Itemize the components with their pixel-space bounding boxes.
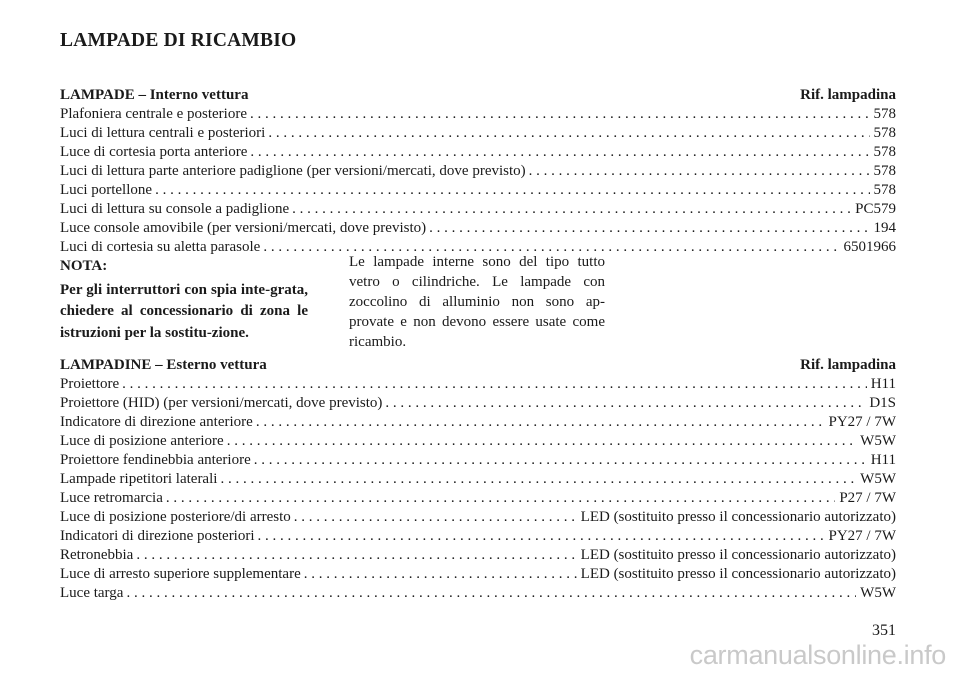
row-value: D1S [869,395,896,411]
exterior-table-header [60,356,896,375]
table-row [60,489,896,508]
row-label: Indicatore di direzione anteriore [60,414,253,430]
row-label: Proiettore (HID) (per versioni/mercati, dove previsto) [60,395,383,411]
dot-leader [256,413,825,432]
row-value: 578 [873,182,896,198]
exterior-lamps-table [60,356,896,603]
row-label: Luci di lettura su console a padiglione [60,201,290,217]
interior-header-ref: Rif. lampadina [800,87,896,103]
table-row [60,219,896,238]
dot-leader [220,470,856,489]
table-row [60,162,896,181]
row-value: H11 [870,376,896,392]
dot-leader [122,375,867,394]
dot-leader [429,219,869,238]
table-row [60,124,896,143]
table-row [60,413,896,432]
dot-leader [166,489,835,508]
row-label: Proiettore fendinebbia anteriore [60,452,251,468]
row-value: PC579 [855,201,896,217]
row-label: Luce retromarcia [60,490,163,506]
dot-leader [304,565,577,584]
table-row [60,451,896,470]
dot-leader [294,508,577,527]
note-box [60,256,308,344]
page-title: LAMPADE DI RICAMBIO [60,30,297,51]
row-label: Luci di cortesia su aletta parasole [60,239,261,255]
interior-header-label: LAMPADE – Interno vettura [60,87,249,103]
interior-table-header [60,86,896,105]
row-value: 578 [873,106,896,122]
row-value: 6501966 [843,239,896,255]
table-row [60,143,896,162]
dot-leader [268,124,869,143]
row-value: 578 [873,163,896,179]
row-value: LED (sostituito presso il concessionario autorizzato) [580,566,896,582]
row-value: H11 [870,452,896,468]
row-value: P27 / 7W [839,490,896,506]
table-row [60,200,896,219]
exterior-header-label: LAMPADINE – Esterno vettura [60,357,267,373]
table-row [60,470,896,489]
row-label: Luci di lettura centrali e posteriori [60,125,266,141]
note-body: Per gli interruttori con spia inte-grata, chiedere al concessionario di zona le istruzioni per la sostitu-zione. [60,281,308,341]
exterior-header-ref: Rif. lampadina [800,357,896,373]
row-value: 578 [873,144,896,160]
dot-leader [250,105,870,124]
row-label: Luci di lettura parte anteriore padiglione (per versioni/mercati, dove previsto) [60,163,526,179]
table-row [60,584,896,603]
row-value: 194 [873,220,896,236]
dot-leader [250,143,869,162]
row-label: Plafoniera centrale e posteriore [60,106,247,122]
table-row [60,105,896,124]
row-value: LED (sostituito presso il concessionario autorizzato) [580,509,896,525]
table-row [60,394,896,413]
row-label: Luci portellone [60,182,153,198]
table-row [60,546,896,565]
row-label: Luce di cortesia porta anteriore [60,144,248,160]
dot-leader [258,527,825,546]
dot-leader [254,451,867,470]
row-label: Luce console amovibile (per versioni/mercati, dove previsto) [60,220,427,236]
row-label: Indicatori di direzione posteriori [60,528,255,544]
row-label: Luce di arresto superiore supplementare [60,566,301,582]
row-value: LED (sostituito presso il concessionario autorizzato) [580,547,896,563]
table-row [60,181,896,200]
note-title: NOTA: [60,258,108,274]
dot-leader [126,584,856,603]
dot-leader [136,546,576,565]
table-row [60,527,896,546]
dot-leader [529,162,870,181]
row-value: W5W [860,433,896,449]
interior-lamps-table [60,86,896,257]
row-value: 578 [873,125,896,141]
row-label: Luce di posizione posteriore/di arresto [60,509,291,525]
row-value: W5W [860,471,896,487]
dot-leader [385,394,865,413]
row-label: Luce di posizione anteriore [60,433,224,449]
dot-leader [155,181,869,200]
table-row [60,432,896,451]
row-label: Luce targa [60,585,124,601]
row-label: Lampade ripetitori laterali [60,471,218,487]
row-label: Proiettore [60,376,120,392]
row-value: PY27 / 7W [828,414,896,430]
dot-leader [227,432,856,451]
table-row [60,375,896,394]
watermark-logo: carmanualsonline.info [689,640,946,670]
row-label: Retronebbia [60,547,134,563]
row-value: W5W [860,585,896,601]
table-row [60,565,896,584]
row-value: PY27 / 7W [828,528,896,544]
dot-leader [292,200,851,219]
note-side-text: Le lampade interne sono del tipo tutto vetro o cilindriche. Le lampade con zoccolino di alluminio non sono ap-provate e non devono essere usate come ricambio. [349,254,605,350]
page-number: 351 [872,622,896,639]
table-row [60,508,896,527]
